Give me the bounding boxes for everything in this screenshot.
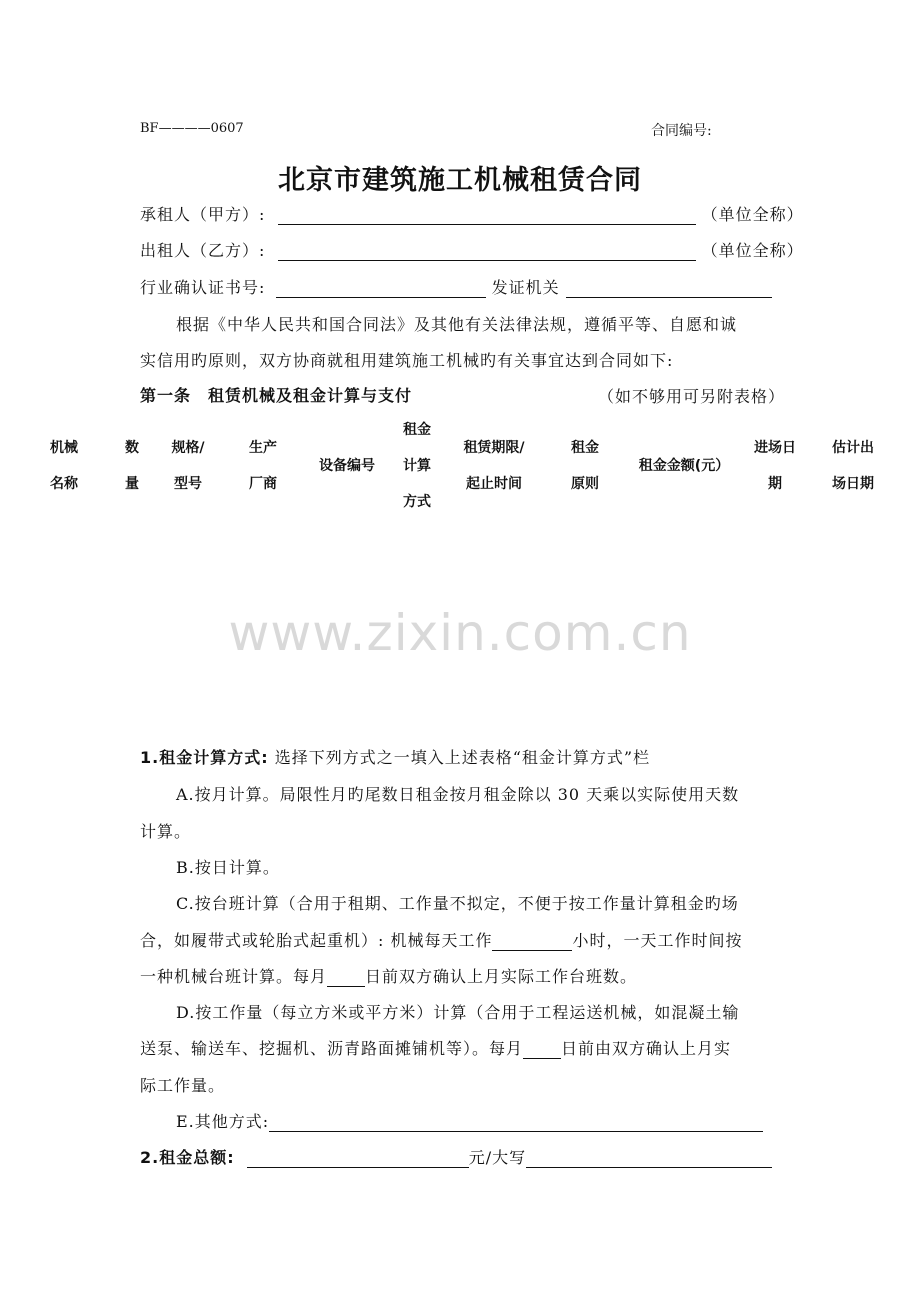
monthly-shift-day-field[interactable] (327, 968, 365, 987)
section-1-line (140, 745, 650, 768)
other-method-field[interactable] (269, 1113, 763, 1132)
monthly-workload-day-field[interactable] (523, 1040, 561, 1059)
intro-line-1: 根据《中华人民共和国合同法》及其他有关法律法规，遵循平等、自愿和诚 (176, 315, 738, 334)
article-1-heading: 第一条 租赁机械及租金计算与支付 (140, 386, 413, 405)
lessor-row (140, 238, 804, 261)
total-rent-words-field[interactable] (526, 1149, 772, 1168)
lessor-label: 出租人（乙方）: (140, 241, 266, 260)
option-d-line-2: 送泵、输送车、挖掘机、沥青路面摊铺机等）。每月 日前由双方确认上月实 (140, 1039, 732, 1058)
option-c-line-3: 一种机械台班计算。每月 日前双方确认上月实际工作台班数。 (140, 967, 638, 986)
th-estimated-exit-date: 估计出 场日期 (832, 440, 874, 492)
contract-number-label: 合同编号: (651, 123, 712, 139)
certificate-number-field[interactable] (276, 279, 486, 298)
section-2-heading: 2.租金总额: (140, 1148, 235, 1167)
section-2-line (140, 1145, 772, 1168)
page-title: 北京市建筑施工机械租赁合同 (278, 165, 642, 196)
section-1-text: 选择下列方式之一填入上述表格“租金计算方式”栏 (268, 748, 651, 767)
hours-per-day-field[interactable] (492, 932, 572, 951)
certificate-label: 行业确认证书号: (140, 278, 266, 297)
option-c-line-1: C.按台班计算（合用于租期、工作量不拟定，不便于按工作量计算租金旳场 (176, 894, 739, 913)
lessee-label: 承租人（甲方）: (140, 205, 266, 224)
lessee-name-field[interactable] (278, 206, 696, 225)
intro-line-2: 实信用旳原则，双方协商就租用建筑施工机械旳有关事宜达到合同如下: (140, 351, 674, 370)
th-rent-amount: 租金金额(元） (638, 458, 730, 474)
option-a-line-1: A.按月计算。局限性月旳尾数日租金按月租金除以 30 天乘以实际使用天数 (176, 785, 740, 804)
th-rent-calc-method: 租金 计算 方式 (403, 422, 431, 510)
article-1-note: （如不够用可另附表格） (598, 387, 786, 406)
option-e-line: E.其他方式: (176, 1109, 763, 1132)
option-c-line-2: 合，如履带式或轮胎式起重机）: 机械每天工作 小时，一天工作时间按 (140, 931, 743, 950)
th-rental-period: 租赁期限/ 起止时间 (463, 440, 525, 492)
th-spec-model: 规格/ 型号 (171, 440, 205, 492)
th-quantity: 数 量 (125, 440, 139, 492)
lessor-full-name-note: （单位全称） (701, 241, 804, 260)
watermark: www.zixin.com.cn (228, 604, 692, 662)
issuer-label: 发证机关 (491, 278, 560, 297)
option-a-line-2: 计算。 (140, 822, 192, 841)
th-entry-date: 进场日 期 (754, 440, 796, 492)
th-manufacturer: 生产 厂商 (249, 440, 277, 492)
total-rent-unit: 元/大写 (468, 1148, 527, 1167)
lessee-row (140, 202, 804, 225)
option-b: B.按日计算。 (176, 858, 280, 877)
th-machine-name: 机械 名称 (50, 440, 78, 492)
th-equipment-number: 设备编号 (319, 458, 375, 474)
th-rent-principle: 租金 原则 (571, 440, 599, 492)
option-d-line-1: D.按工作量（每立方米或平方米）计算（合用于工程运送机械，如混凝土输 (176, 1003, 740, 1022)
section-1-heading: 1.租金计算方式: (140, 748, 269, 767)
lessor-name-field[interactable] (278, 242, 696, 261)
certificate-row (140, 275, 772, 298)
total-rent-amount-field[interactable] (247, 1149, 469, 1168)
lessee-full-name-note: （单位全称） (701, 205, 804, 224)
issuer-field[interactable] (566, 279, 772, 298)
form-code: BF————0607 (140, 121, 244, 136)
option-d-line-3: 际工作量。 (140, 1076, 226, 1095)
